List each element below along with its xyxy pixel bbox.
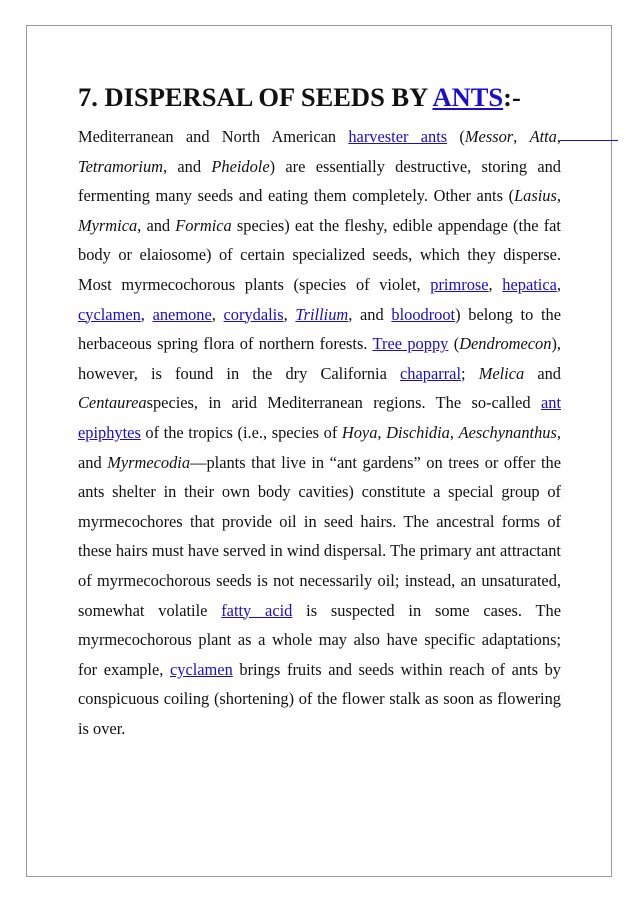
taxon-name: Formica	[175, 215, 232, 235]
body-text: ), however, is found in the dry California	[78, 334, 561, 383]
link-tree-poppy[interactable]: Tree poppy	[372, 334, 449, 354]
link-fatty-acid[interactable]: fatty acid	[221, 600, 293, 620]
body-text: (	[448, 334, 460, 354]
taxon-name: Hoya	[341, 422, 378, 442]
taxon-name: Aeschynanthus	[458, 422, 557, 442]
link-anemone[interactable]: anemone	[152, 304, 212, 324]
heading-link-ants[interactable]: ANTS	[432, 82, 504, 112]
body-text: ,	[211, 304, 224, 324]
taxon-name: Tetramorium	[78, 156, 164, 176]
body-text: species, in arid Mediterranean regions. The so-called	[146, 393, 541, 413]
body-text: ,	[556, 274, 561, 294]
link-hepatica[interactable]: hepatica	[502, 274, 557, 294]
taxon-name: Myrmica	[78, 215, 138, 235]
taxon-name: Dendromecon	[459, 334, 552, 354]
taxon-name: Atta	[529, 127, 557, 146]
taxon-name: Myrmecodia	[107, 452, 191, 472]
body-text: ) are essentially destructive, storing and fermenting many seeds and eating them completely. Other ants (	[78, 156, 561, 206]
body-paragraph	[78, 122, 561, 743]
italic-text: Trillium	[295, 304, 349, 324]
body-text: ,	[283, 304, 296, 324]
body-text: of the tropics (i.e., species of	[140, 422, 342, 442]
body-text: (	[447, 127, 465, 146]
body-text: , and	[137, 215, 176, 235]
taxon-name: Melica	[478, 363, 525, 383]
body-text: ,	[140, 304, 153, 324]
heading-prefix: 7. DISPERSAL OF SEEDS BY	[78, 82, 433, 112]
body-text: species) eat the fleshy, edible appendage (the fat body or elaiosome) of certain specialized seeds, which they disperse. Most myrmecochorous plants (species of violet,	[78, 215, 561, 294]
taxon-name: Lasius	[514, 186, 557, 206]
body-text: ,	[556, 186, 561, 206]
body-text: ,	[377, 422, 387, 442]
body-text: ) belong to the herbaceous spring flora of northern forests.	[78, 304, 561, 354]
link-cyclamen[interactable]: cyclamen	[78, 304, 141, 324]
taxon-name: Dischidia	[386, 422, 450, 442]
link-bloodroot[interactable]: bloodroot	[391, 304, 456, 324]
document-content	[78, 78, 561, 743]
taxon-name: Messor	[464, 127, 514, 146]
link-cyclamen[interactable]: cyclamen	[169, 659, 233, 679]
body-text: —plants that live in “ant gardens” on trees or offer the ants shelter in their own body cavities) constitute a special group of myrmecochores that provide oil in seed hairs. The ancestral forms of these hairs must have served in wind dispersal. The primary ant attractant of myrmecochorous seeds is not necessarily oil; instead, an unsaturated, somewhat volatile	[78, 452, 562, 620]
body-text: , and	[348, 304, 392, 324]
taxon-name: Centaurea	[78, 393, 147, 413]
body-text: ,	[556, 127, 561, 146]
body-text: ,	[488, 274, 503, 294]
link-trillium[interactable]	[295, 305, 348, 324]
heading-suffix: :-	[503, 82, 521, 112]
body-text: is suspected in some cases. The myrmecochorous plant as a whole may also have specific adaptations; for example,	[78, 600, 562, 679]
body-text: and	[524, 363, 561, 383]
body-text: ;	[461, 363, 479, 383]
link-epiphytes[interactable]: epiphytes	[78, 422, 141, 442]
link-corydalis[interactable]: corydalis	[223, 304, 284, 324]
body-text: Mediterranean and North American	[78, 127, 349, 146]
taxon-name: Pheidole	[211, 156, 270, 176]
body-text: ,	[449, 422, 459, 442]
link-harvester-ants[interactable]: harvester ants	[348, 127, 448, 146]
body-text: , and	[78, 422, 561, 472]
body-text: ,	[513, 127, 530, 146]
link-underline-extension	[560, 140, 618, 141]
link-chaparral[interactable]: chaparral	[400, 363, 461, 383]
link-primrose[interactable]: primrose	[430, 274, 489, 294]
body-text: , and	[163, 156, 212, 176]
body-text: brings fruits and seeds within reach of ants by conspicuous coiling (shortening) of the flower stalk as soon as flowering is over.	[78, 659, 561, 738]
section-heading	[78, 78, 561, 116]
link-ant[interactable]: ant	[540, 393, 561, 413]
